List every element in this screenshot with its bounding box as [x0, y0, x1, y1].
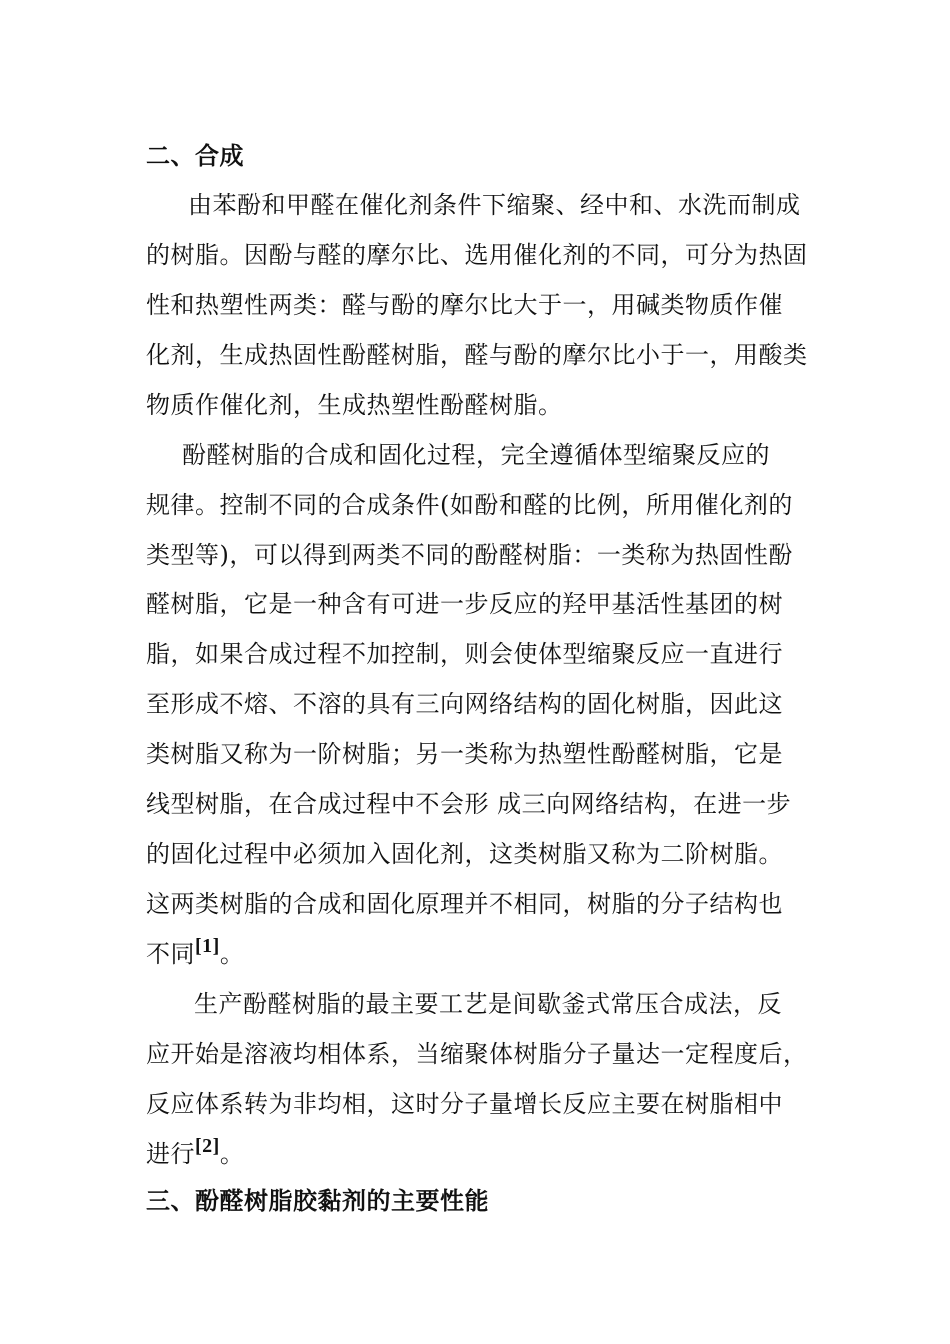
paragraph-line: 规律。控制不同的合成条件(如酚和醛的比例，所用催化剂的	[146, 491, 793, 519]
section-heading-properties: 三、酚醛树脂胶黏剂的主要性能	[146, 1186, 489, 1215]
paragraph-line: 性和热塑性两类：醛与酚的摩尔比大于一，用碱类物质作催	[146, 291, 783, 319]
paragraph-line: 酚醛树脂的合成和固化过程，完全遵循体型缩聚反应的	[182, 441, 770, 469]
paragraph-last-line	[146, 934, 244, 969]
paragraph-punct: 。	[219, 1140, 245, 1168]
paragraph-line: 这两类树脂的合成和固化原理并不相同，树脂的分子结构也	[146, 890, 783, 918]
paragraph-line: 物质作催化剂，生成热塑性酚醛树脂。	[146, 391, 563, 419]
paragraph-last-line	[146, 1134, 244, 1169]
paragraph-line: 的树脂。因酚与醛的摩尔比、选用催化剂的不同，可分为热固	[146, 241, 808, 269]
paragraph-line: 化剂，生成热固性酚醛树脂，醛与酚的摩尔比小于一，用酸类	[146, 341, 808, 369]
citation-ref-1: [1]	[195, 935, 220, 957]
paragraph-line: 类树脂又称为一阶树脂；另一类称为热塑性酚醛树脂，它是	[146, 740, 783, 768]
paragraph-punct: 。	[219, 940, 245, 968]
paragraph-line: 应开始是溶液均相体系，当缩聚体树脂分子量达一定程度后，	[146, 1040, 808, 1068]
paragraph-line: 类型等)，可以得到两类不同的酚醛树脂：一类称为热固性酚	[146, 541, 793, 569]
citation-ref-2: [2]	[195, 1135, 220, 1157]
paragraph-line: 线型树脂，在合成过程中不会形 成三向网络结构，在进一步	[146, 790, 792, 818]
paragraph-text: 不同	[146, 940, 195, 968]
paragraph-line: 的固化过程中必须加入固化剂，这类树脂又称为二阶树脂。	[146, 840, 783, 868]
paragraph-line: 生产酚醛树脂的最主要工艺是间歇釜式常压合成法，反	[194, 990, 782, 1018]
section-heading-synthesis: 二、合成	[146, 141, 244, 170]
paragraph-line: 反应体系转为非均相，这时分子量增长反应主要在树脂相中	[146, 1090, 783, 1118]
paragraph-line: 醛树脂，它是一种含有可进一步反应的羟甲基活性基团的树	[146, 590, 783, 618]
paragraph-text: 进行	[146, 1140, 195, 1168]
paragraph-line: 脂，如果合成过程不加控制，则会使体型缩聚反应一直进行	[146, 640, 783, 668]
paragraph-line: 至形成不熔、不溶的具有三向网络结构的固化树脂，因此这	[146, 690, 783, 718]
paragraph-line: 由苯酚和甲醛在催化剂条件下缩聚、经中和、水洗而制成	[188, 191, 801, 219]
